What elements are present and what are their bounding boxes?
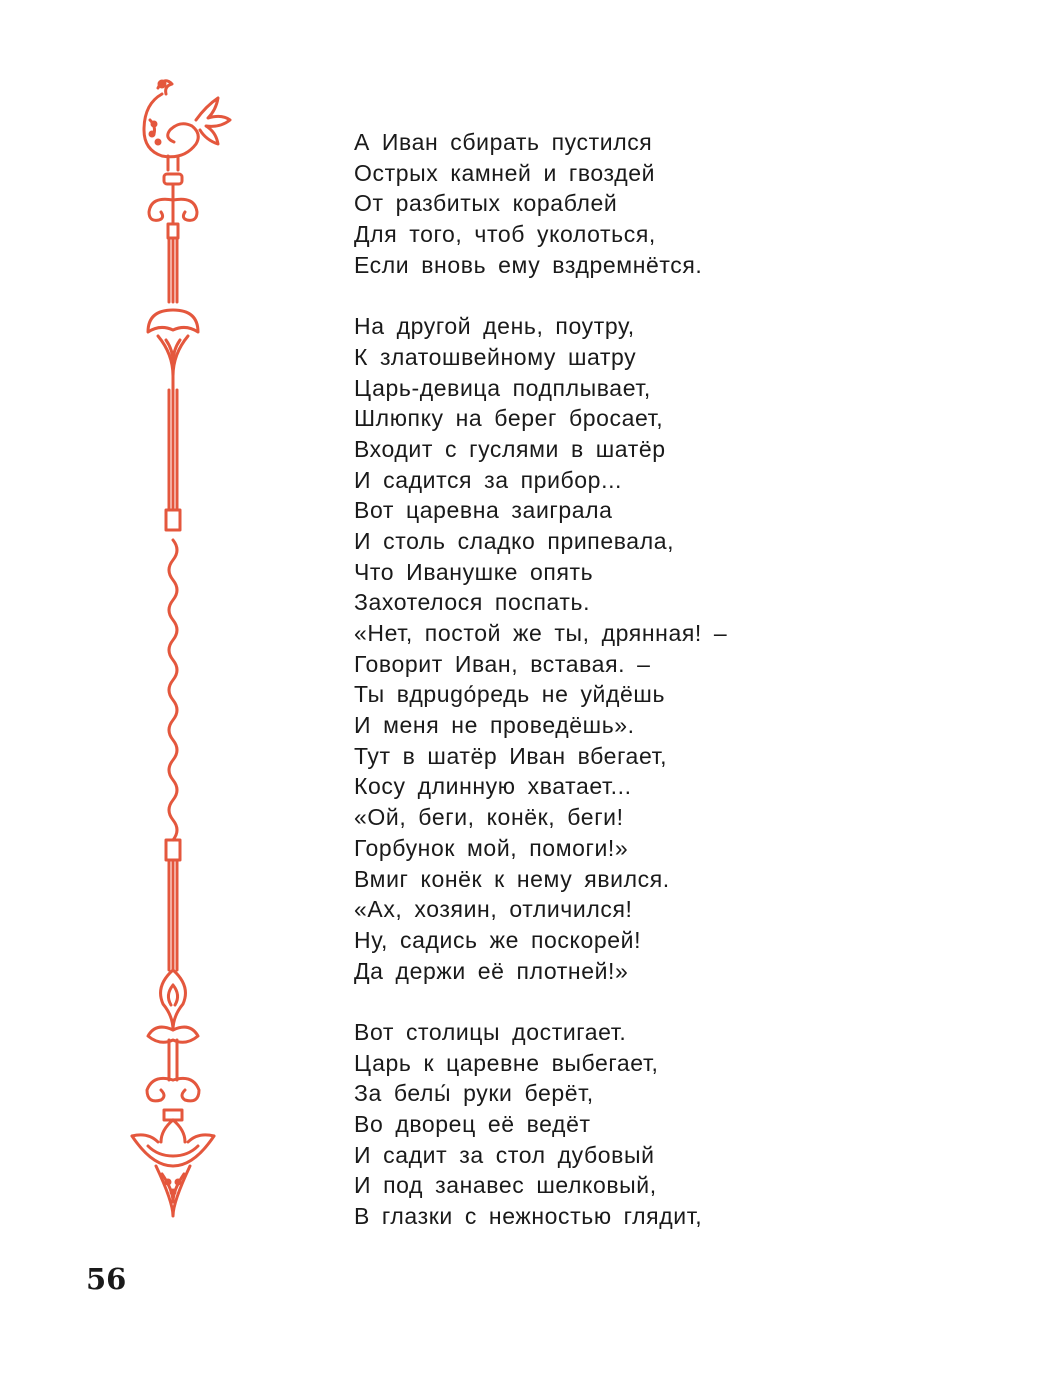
poem-line: И садит за стол дубовый — [354, 1141, 655, 1168]
poem-line: «Нет, постой же ты, дрянная! – — [354, 620, 728, 646]
stanza — [354, 311, 914, 986]
poem-line: «Ах, хозяин, отличился! — [354, 896, 633, 923]
stanza-gap — [354, 280, 914, 311]
poem-line: Входит с гуслями в шатёр — [354, 435, 666, 462]
poem-line: Горбунок мой, помоги!» — [354, 834, 629, 861]
stanza-gap — [354, 986, 914, 1017]
poem-line: Царь к царевне выбегает, — [354, 1049, 659, 1076]
poem-line: И под занавес шелковый, — [354, 1172, 657, 1199]
poem-line: И садится за прибор... — [354, 466, 623, 493]
poem-line: К златошвейному шатру — [354, 343, 637, 370]
poem-line: Ты вдрugо́редь не уйдёшь — [354, 681, 666, 708]
poem-line: Царь-девица подплывает, — [354, 374, 651, 401]
poem-text — [354, 127, 914, 1232]
stanza — [354, 127, 914, 280]
poem-line: Говорит Иван, вставая. – — [354, 650, 651, 677]
poem-line: Что Иванушке опять — [354, 558, 594, 585]
poem-line: Шлюпку на берег бросает, — [354, 405, 664, 432]
poem-line: Захотелося поспать. — [354, 589, 591, 616]
poem-line: На другой день, поутру, — [354, 313, 635, 340]
poem-line: В глазки с нежностью глядит, — [354, 1203, 703, 1230]
poem-line: Вмиг конёк к нему явился. — [354, 865, 670, 892]
page-number: 56 — [86, 1262, 127, 1296]
poem-line: Во дворец её ведёт — [354, 1111, 591, 1137]
poem-line: Вот столицы достигает. — [354, 1018, 627, 1045]
stanza — [354, 1017, 914, 1232]
poem-line: За белы́ руки берёт, — [354, 1080, 594, 1107]
poem-line: Острых камней и гвоздей — [354, 159, 656, 186]
poem-line: Косу длинную хватает... — [354, 773, 632, 800]
poem-line: А Иван сбирать пустился — [354, 129, 653, 155]
folk-bird-ornament-icon — [118, 70, 238, 1250]
poem-line: От разбитых кораблей — [354, 190, 618, 217]
poem-line: Тут в шатёр Иван вбегает, — [354, 742, 668, 769]
poem-line: Вот царевна заиграла — [354, 497, 613, 524]
poem-line: Да держи её плотней!» — [354, 957, 629, 984]
poem-line: Ну, садись же поскорей! — [354, 926, 642, 953]
poem-line: И меня не проведёшь». — [354, 712, 635, 739]
poem-line: Если вновь ему вздремнётся. — [354, 251, 703, 278]
poem-line: Для того, чтоб уколоться, — [354, 221, 656, 248]
poem-line: И столь сладко припевала, — [354, 527, 675, 554]
poem-line: «Ой, беги, конёк, беги! — [354, 804, 624, 831]
